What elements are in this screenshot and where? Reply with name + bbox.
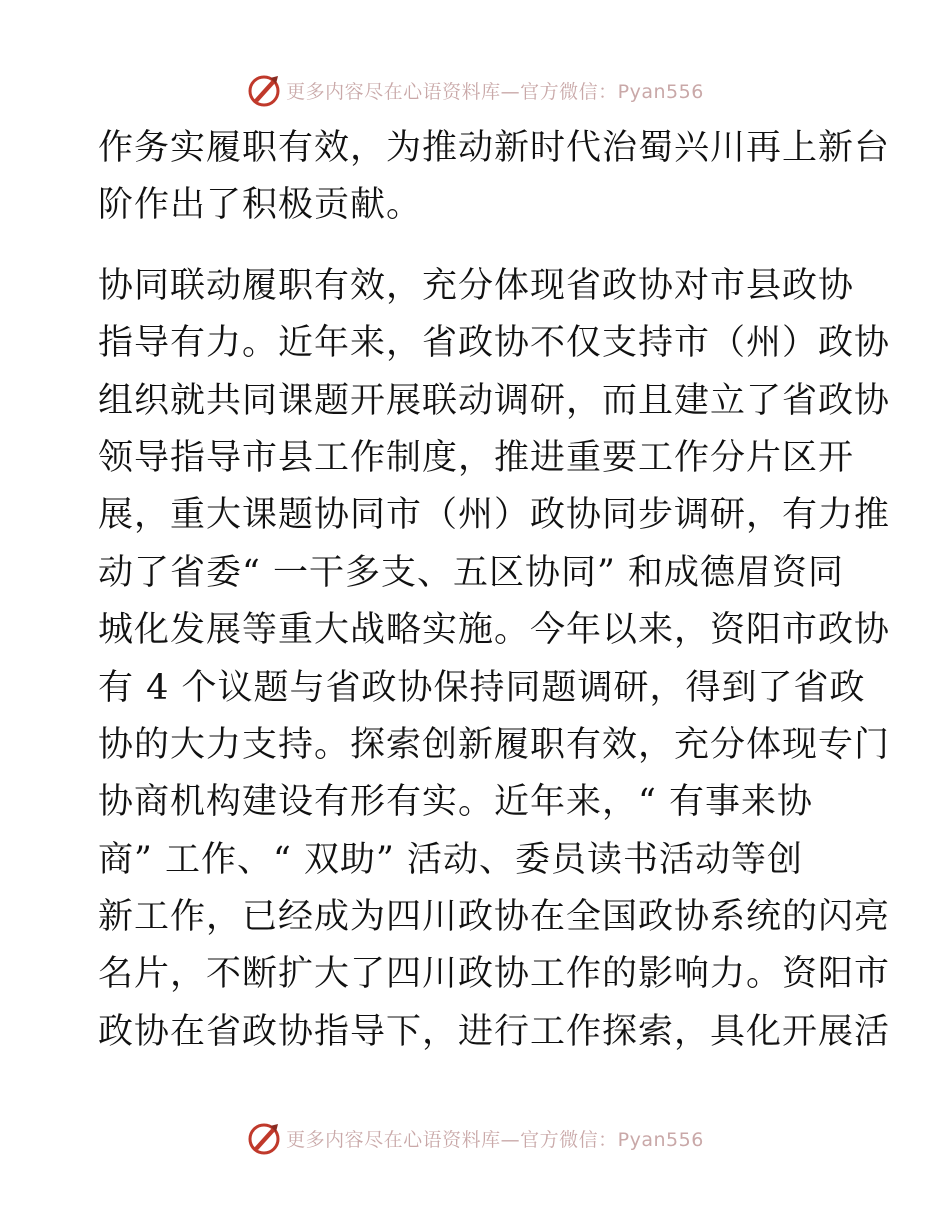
text-line: 新工作，已经成为四川政协在全国政协系统的闪亮 [98,897,891,938]
watermark-text: 更多内容尽在心语资料库—官方微信：Pyan556 [286,80,704,103]
paragraph-2 [98,258,891,1061]
quill-logo-icon [246,1120,282,1156]
text-line: 协同联动履职有效，充分体现省政协对市县政协 [98,265,855,306]
watermark-text: 更多内容尽在心语资料库—官方微信：Pyan556 [286,1128,704,1151]
text-line: 城化发展等重大战略实施。今年以来，资阳市政协 [98,610,891,651]
text-line: 有 4 个议题与省政协保持同题调研，得到了省政 [98,667,866,708]
text-line: 协商机构建设有形有实。近年来，“ 有事来协 [98,782,814,823]
text-line: 政协在省政协指导下，进行工作探索，具化开展活 [98,1011,891,1052]
text-line: 阶作出了积极贡献。 [98,185,423,226]
footer-watermark [0,1118,950,1158]
text-line: 作务实履职有效，为推动新时代治蜀兴川再上新台 [98,128,891,168]
text-line: 指导有力。近年来，省政协不仅支持市（州）政协 [98,323,891,364]
text-line: 展，重大课题协同市（州）政协同步调研，有力推 [98,495,891,536]
text-line: 名片，不断扩大了四川政协工作的影响力。资阳市 [98,954,891,995]
header-watermark [0,70,950,110]
quill-logo-icon [246,72,282,108]
text-line: 领导指导市县工作制度，推进重要工作分片区开 [98,437,855,478]
document-body [98,120,891,1061]
paragraph-1 [98,120,891,235]
text-line: 商” 工作、“ 双助” 活动、委员读书活动等创 [98,839,804,880]
text-line: 组织就共同课题开展联动调研，而且建立了省政协 [98,380,891,421]
text-line: 动了省委“ 一干多支、五区协同” 和成德眉资同 [98,552,845,593]
text-line: 协的大力支持。探索创新履职有效，充分体现专门 [98,724,891,765]
